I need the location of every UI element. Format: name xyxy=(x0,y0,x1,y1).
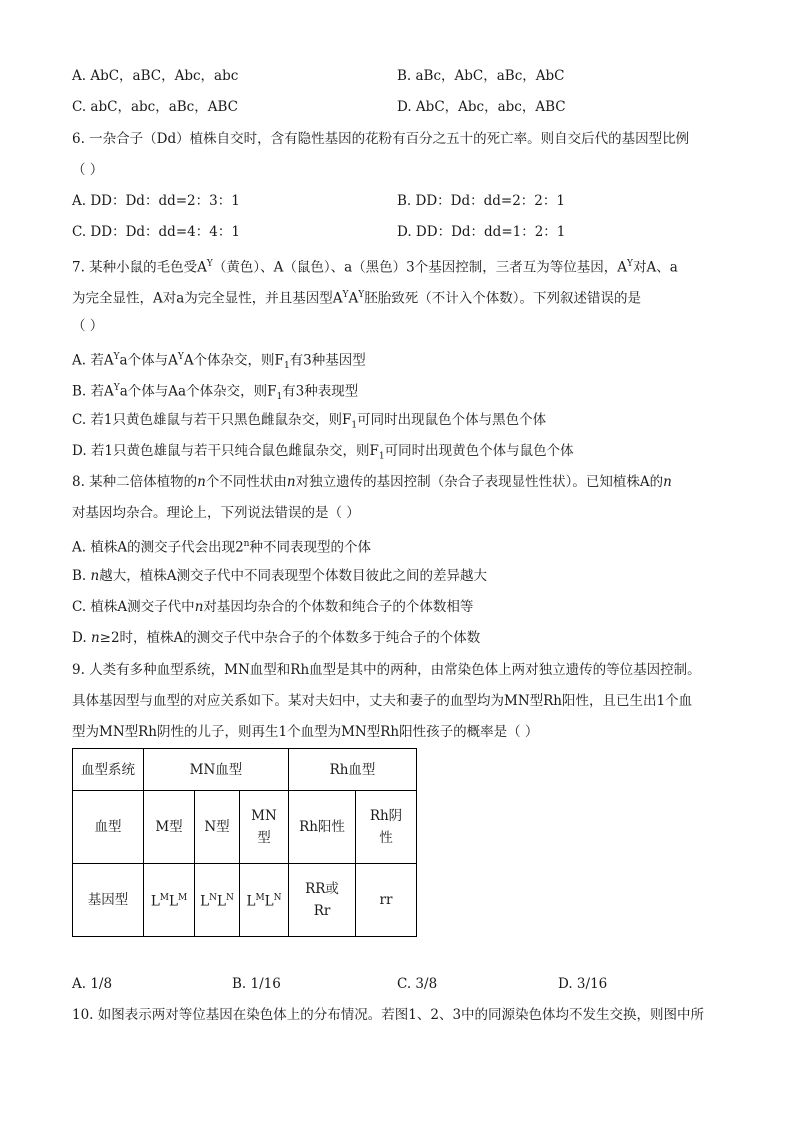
q7-option-c: C. 若1只黄色雄鼠与若干只黑色雌鼠杂交，则$F_1$可同时出现鼠色个体与黑色个体 xyxy=(72,412,547,431)
q7-stem-line1: 7. 某种小鼠的毛色受$A^Y$（黄色）、A（鼠色）、a（黑色）3个基因控制，三者互为等位基因，$A^Y$对A、a xyxy=(72,259,678,276)
q8-option-a: A. 植株A的测交子代会出现2$^n$种不同表现型的个体 xyxy=(72,539,371,556)
cell-rh-positive: Rh阳性 xyxy=(289,791,356,864)
q5-option-b: B. aBc，AbC，aBc，AbC xyxy=(397,68,565,84)
cell-genotype-nn: $L^NL^N$ xyxy=(195,864,240,937)
q8-stem-line1: 8. 某种二倍体植物的n个不同性状由n对独立遗传的基因控制（杂合子表现显性性状）。已知植株A的n xyxy=(72,474,672,490)
row-label-type: 血型 xyxy=(73,791,144,864)
th-system: 血型系统 xyxy=(73,749,144,791)
q7-stem-line2: 为完全显性，A对a为完全显性，并且基因型$A^YA^Y$胚胎致死（不计入个体数）。下列叙述错误的是 xyxy=(72,290,641,307)
cell-n-type: N型 xyxy=(195,791,240,864)
q8-stem-line2: 对基因均杂合。理论上，下列说法错误的是（ ） xyxy=(72,505,360,521)
q6-option-b: B. DD：Dd：dd=2：2：1 xyxy=(397,193,565,209)
row-label-genotype: 基因型 xyxy=(73,864,144,937)
q6-paren: （ ） xyxy=(72,162,104,178)
th-mn: MN血型 xyxy=(144,749,289,791)
q7-option-d: D. 若1只黄色雄鼠与若干只纯合鼠色雌鼠杂交，则$F_1$可同时出现黄色个体与鼠色个体 xyxy=(72,443,574,462)
q9-option-d: D. 3/16 xyxy=(558,976,608,992)
cell-rh-negative: Rh阴 性 xyxy=(356,791,417,864)
q8-option-d: D. n≥2时，植株A的测交子代中杂合子的个体数多于纯合子的个体数 xyxy=(72,630,481,646)
cell-genotype-mm: $L^ML^M$ xyxy=(144,864,195,937)
q6-option-d: D. DD：Dd：dd=1：2：1 xyxy=(397,224,566,240)
blood-type-table xyxy=(72,748,417,937)
q9-stem-line1: 9. 人类有多种血型系统，MN血型和Rh血型是其中的两种，由常染色体上两对独立遗传的等位基因控制。 xyxy=(72,662,701,678)
cell-m-type: M型 xyxy=(144,791,195,864)
q9-option-a: A. 1/8 xyxy=(72,976,113,992)
q6-stem: 6. 一杂合子（Dd）植株自交时，含有隐性基因的花粉有百分之五十的死亡率。则自交后代的基因型比例 xyxy=(72,131,690,147)
cell-genotype-rr: rr xyxy=(356,864,417,937)
q8-option-b: B. n越大，植株A测交子代中不同表现型个体数目彼此之间的差异越大 xyxy=(72,568,487,584)
cell-genotype-rr-rr: RR或 Rr xyxy=(289,864,356,937)
q9-stem-line2: 具体基因型与血型的对应关系如下。某对夫妇中，丈夫和妻子的血型均为MN型Rh阳性，且已生出1个血 xyxy=(72,693,693,709)
q6-option-a: A. DD：Dd：dd=2：3：1 xyxy=(72,193,240,209)
q5-option-c: C. abC，abc，aBc，ABC xyxy=(72,99,238,115)
cell-mn-type: MN 型 xyxy=(240,791,289,864)
q7-paren: （ ） xyxy=(72,318,104,334)
q9-option-c: C. 3/8 xyxy=(397,976,438,992)
q7-option-a: A. 若$A^Ya$个体与$A^YA$个体杂交，则$F_1$有3种基因型 xyxy=(72,352,366,372)
q9-option-b: B. 1/16 xyxy=(232,976,281,992)
q8-option-c: C. 植株A测交子代中n对基因均杂合的个体数和纯合子的个体数相等 xyxy=(72,599,474,615)
q5-option-a: A. AbC，aBC，Abc，abc xyxy=(72,68,239,84)
q9-stem-line3: 型为MN型Rh阴性的儿子，则再生1个血型为MN型Rh阳性孩子的概率是（ ） xyxy=(72,724,539,740)
th-rh: Rh血型 xyxy=(289,749,417,791)
cell-genotype-mn: $L^ML^N$ xyxy=(240,864,289,937)
q5-option-d: D. AbC，Abc，abc，ABC xyxy=(397,99,566,115)
q10-stem-line1: 10. 如图表示两对等位基因在染色体上的分布情况。若图1、2、3中的同源染色体均不发生交换，则图中所 xyxy=(72,1007,705,1023)
q7-option-b: B. 若$A^Ya$个体与Aa个体杂交，则$F_1$有3种表现型 xyxy=(72,383,359,403)
q6-option-c: C. DD：Dd：dd=4：4：1 xyxy=(72,224,240,240)
